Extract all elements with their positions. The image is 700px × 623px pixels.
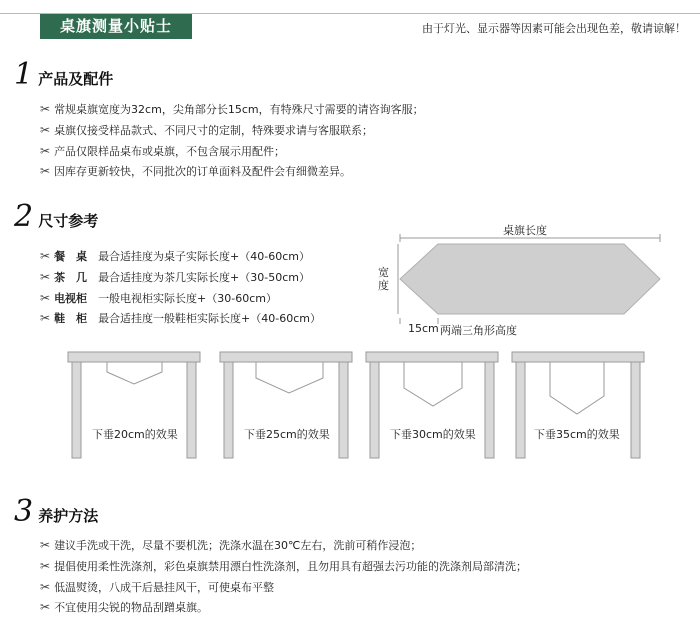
drop-label: 下垂25cm的效果 [244, 428, 330, 441]
scissors-icon: ✂ [40, 123, 51, 137]
table-top [68, 352, 200, 362]
scissors-icon: ✂ [40, 270, 51, 284]
table-leg [187, 362, 196, 458]
table-leg [516, 362, 525, 458]
section3-heading [14, 494, 99, 529]
list-item: ✂ 产品仅限样品桌布或桌旗，不包含展示用配件； [40, 144, 286, 158]
runner-drop [256, 362, 323, 393]
page-title: 桌旗测量小贴士 [40, 14, 192, 39]
width-label: 宽度 [378, 266, 389, 292]
table-leg [72, 362, 81, 458]
table-runner-shape [400, 244, 660, 314]
tip-label: 两端三角形高度 [440, 324, 517, 337]
table-illustration [508, 348, 648, 460]
section2-title: 尺寸参考 [38, 212, 99, 230]
table-illustration [216, 348, 356, 460]
scissors-icon: ✂ [40, 291, 51, 305]
section3-title: 养护方法 [38, 507, 99, 525]
list-item: ✂ 鞋 柜 最合适挂度一般鞋柜实际长度+（40-60cm） [40, 311, 322, 325]
color-notice: 由于灯光、显示器等因素可能会出现色差，敬请谅解！ [422, 22, 686, 35]
list-item: ✂ 常规桌旗宽度为32cm，尖角部分长15cm，有特殊尺寸需要的请咨询客服； [40, 102, 424, 116]
drop-label: 下垂30cm的效果 [390, 428, 476, 441]
section1-heading [14, 57, 114, 92]
list-item: ✂ 建议手洗或干洗，尽量不要机洗；洗涤水温在30℃左右，洗前可稍作浸泡； [40, 538, 422, 552]
scissors-icon: ✂ [40, 538, 51, 552]
list-item: ✂ 餐 桌 最合适挂度为桌子实际长度+（40-60cm） [40, 249, 311, 263]
table-top [512, 352, 644, 362]
table-leg [339, 362, 348, 458]
runner-drop [404, 362, 462, 406]
table-leg [485, 362, 494, 458]
list-item: ✂ 提倡使用柔性洗涤剂，彩色桌旗禁用漂白性洗涤剂，且勿用具有超强去污功能的洗涤剂局部清洗； [40, 559, 528, 573]
table-top [220, 352, 352, 362]
section2-heading [14, 199, 99, 234]
table-illustration [62, 348, 202, 460]
drop-label: 下垂35cm的效果 [534, 428, 620, 441]
scissors-icon: ✂ [40, 559, 51, 573]
scissors-icon: ✂ [40, 249, 51, 263]
list-item: ✂ 不宜使用尖锐的物品刮蹭桌旗。 [40, 600, 209, 614]
table-top [366, 352, 498, 362]
runner-drop [550, 362, 604, 414]
section1-title: 产品及配件 [38, 70, 114, 88]
list-item: ✂ 桌旗仅接受样品款式、不同尺寸的定制，特殊要求请与客服联系； [40, 123, 374, 137]
length-label: 桌旗长度 [503, 224, 547, 237]
runner-diagram [378, 222, 668, 340]
table-illustration [362, 348, 502, 460]
table-leg [370, 362, 379, 458]
scissors-icon: ✂ [40, 311, 51, 325]
list-item: ✂ 低温熨烫，八成干后悬挂风干，可使桌布平整 [40, 580, 275, 594]
section3-number: 3 [14, 494, 34, 529]
scissors-icon: ✂ [40, 600, 51, 614]
drop-label: 下垂20cm的效果 [92, 428, 178, 441]
scissors-icon: ✂ [40, 102, 51, 116]
section2-number: 2 [14, 199, 34, 234]
list-item: ✂ 因库存更新较快，不同批次的订单面料及配件会有细微差异。 [40, 164, 352, 178]
section1-number: 1 [14, 57, 34, 92]
list-item: ✂ 茶 几 最合适挂度为茶几实际长度+（30-50cm） [40, 270, 311, 284]
table-leg [224, 362, 233, 458]
table-leg [631, 362, 640, 458]
scissors-icon: ✂ [40, 580, 51, 594]
runner-drop [107, 362, 162, 384]
list-item: ✂ 电视柜 一般电视柜实际长度+（30-60cm） [40, 291, 278, 305]
scissors-icon: ✂ [40, 164, 51, 178]
tip-value: 15cm [408, 322, 439, 335]
scissors-icon: ✂ [40, 144, 51, 158]
